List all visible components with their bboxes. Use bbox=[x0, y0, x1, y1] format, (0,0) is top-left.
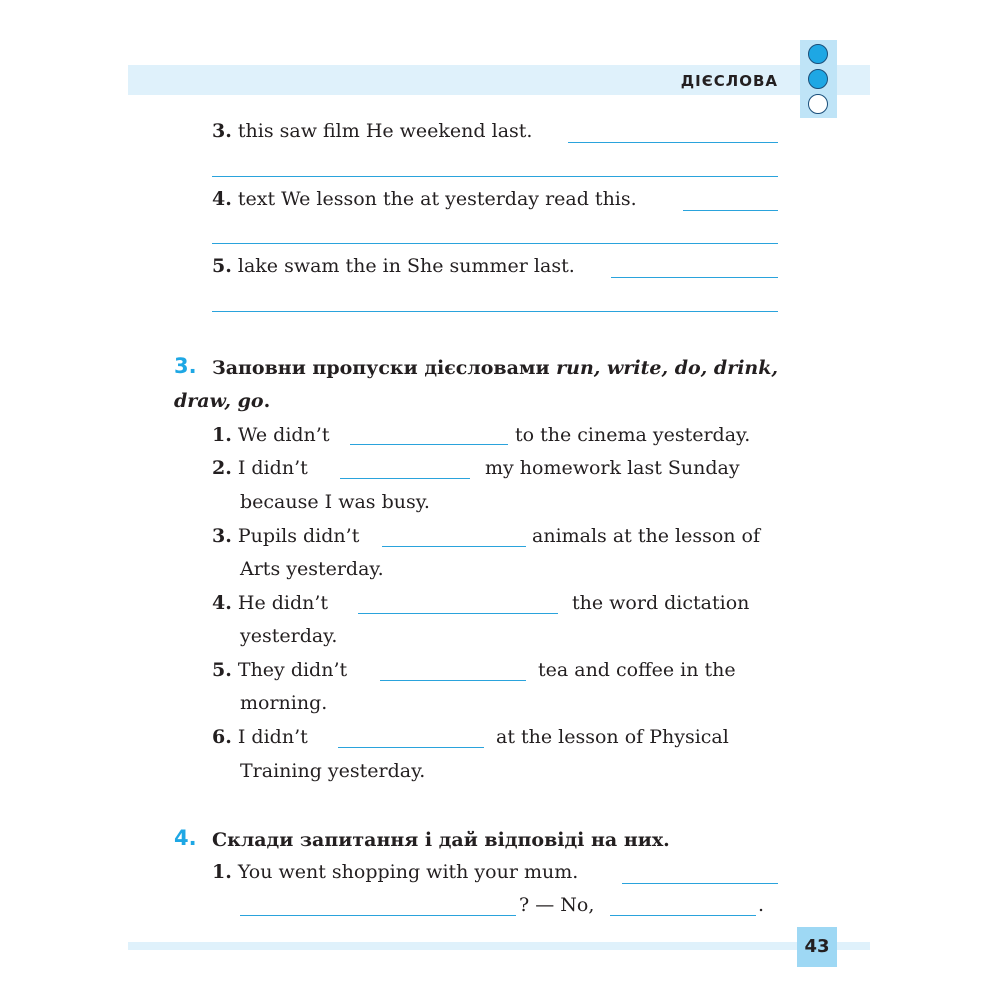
footer-band bbox=[128, 942, 870, 950]
answer-punctuation: . bbox=[758, 894, 765, 916]
item-text: tea and coffee in the bbox=[538, 659, 736, 681]
item-text-cont: Training yesterday. bbox=[240, 760, 426, 782]
page-number: 43 bbox=[797, 927, 837, 967]
answer-blank[interactable] bbox=[622, 883, 778, 884]
task-instruction: Склади запитання і дай відповіді на них. bbox=[212, 829, 670, 851]
answer-blank[interactable] bbox=[212, 243, 778, 244]
answer-blank[interactable] bbox=[212, 176, 778, 177]
task-instruction-cont: draw, go. bbox=[174, 390, 271, 412]
exercise-item: 4. He didn’t bbox=[212, 592, 329, 614]
exercise-item: 3. this saw film He weekend last. bbox=[212, 120, 533, 142]
item-text: animals at the lesson of bbox=[532, 525, 761, 547]
item-text-cont: because I was busy. bbox=[240, 491, 430, 513]
answer-blank[interactable] bbox=[611, 277, 778, 278]
exercise-item: 3. Pupils didn’t bbox=[212, 525, 360, 547]
answer-blank[interactable] bbox=[683, 210, 778, 211]
answer-blank[interactable] bbox=[338, 747, 484, 748]
answer-blank[interactable] bbox=[350, 444, 508, 445]
task-number: 4. bbox=[174, 826, 197, 850]
item-text: my homework last Sunday bbox=[485, 457, 740, 479]
difficulty-dot-filled-icon bbox=[808, 44, 828, 64]
answer-blank[interactable] bbox=[380, 680, 526, 681]
verb-list-cont: draw, go bbox=[174, 390, 264, 412]
exercise-item: 1. You went shopping with your mum. bbox=[212, 861, 579, 883]
item-text: the word dictation bbox=[572, 592, 750, 614]
item-text: to the cinema yesterday. bbox=[515, 424, 751, 446]
verb-list: run, write, do, drink, bbox=[556, 357, 779, 379]
answer-blank[interactable] bbox=[358, 613, 558, 614]
answer-blank[interactable] bbox=[382, 546, 526, 547]
difficulty-dot-empty-icon bbox=[808, 94, 828, 114]
answer-blank[interactable] bbox=[340, 478, 470, 479]
difficulty-indicator bbox=[800, 40, 837, 118]
item-text-cont: Arts yesterday. bbox=[240, 558, 384, 580]
task-number: 3. bbox=[174, 354, 197, 378]
item-text-cont: yesterday. bbox=[240, 625, 338, 647]
exercise-item: 2. I didn’t bbox=[212, 457, 308, 479]
answer-blank[interactable] bbox=[610, 915, 756, 916]
chapter-header-band bbox=[128, 65, 870, 95]
exercise-item: 6. I didn’t bbox=[212, 726, 308, 748]
item-text-cont: morning. bbox=[240, 692, 328, 714]
difficulty-dot-filled-icon bbox=[808, 69, 828, 89]
chapter-title: ДІЄСЛОВА bbox=[680, 72, 778, 90]
answer-text: ? — No, bbox=[519, 894, 595, 916]
task-instruction: Заповни пропуски дієсловами run, write, do, drink, bbox=[212, 357, 779, 379]
exercise-item: 5. lake swam the in She summer last. bbox=[212, 255, 575, 277]
answer-blank[interactable] bbox=[568, 142, 778, 143]
question-blank[interactable] bbox=[240, 915, 516, 916]
item-text: at the lesson of Physical bbox=[496, 726, 729, 748]
exercise-item: 5. They didn’t bbox=[212, 659, 348, 681]
exercise-item: 1. We didn’t bbox=[212, 424, 330, 446]
answer-blank[interactable] bbox=[212, 311, 778, 312]
exercise-item: 4. text We lesson the at yesterday read this. bbox=[212, 188, 637, 210]
